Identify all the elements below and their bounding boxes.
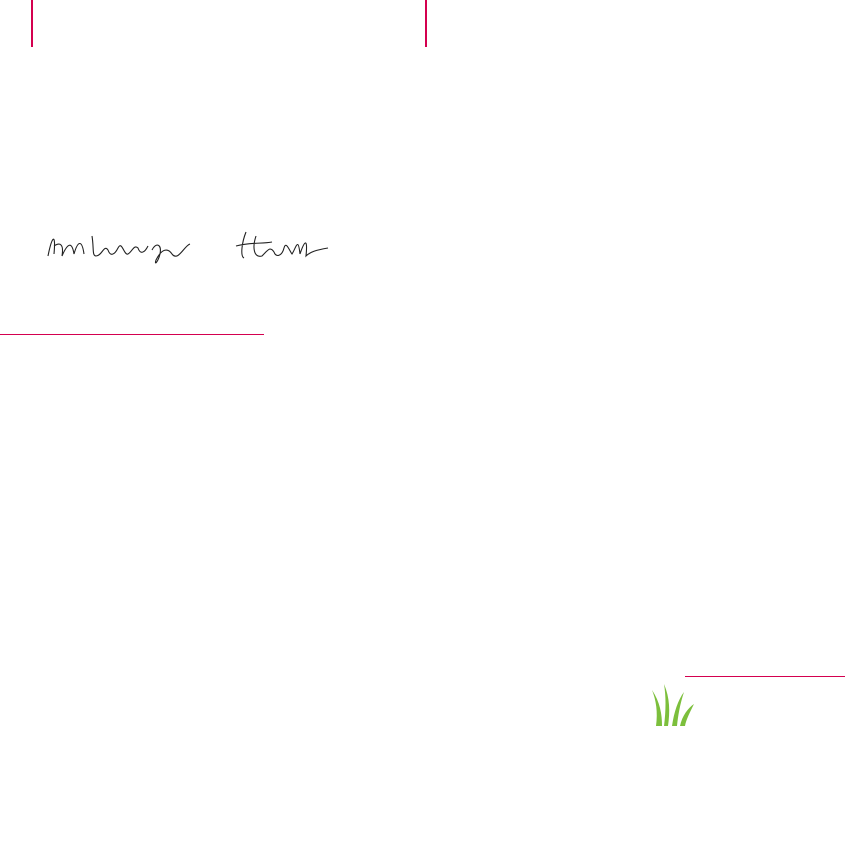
people-chain-illustration	[138, 540, 382, 655]
right-section-divider	[685, 676, 845, 677]
right-top-accent-line	[425, 0, 427, 47]
signature-cardelli	[232, 228, 332, 264]
left-section-divider	[0, 334, 264, 335]
gartensaal-grass-logo-icon	[650, 682, 696, 728]
signature-schmalstieg	[44, 226, 194, 268]
left-top-accent-line	[31, 0, 33, 47]
